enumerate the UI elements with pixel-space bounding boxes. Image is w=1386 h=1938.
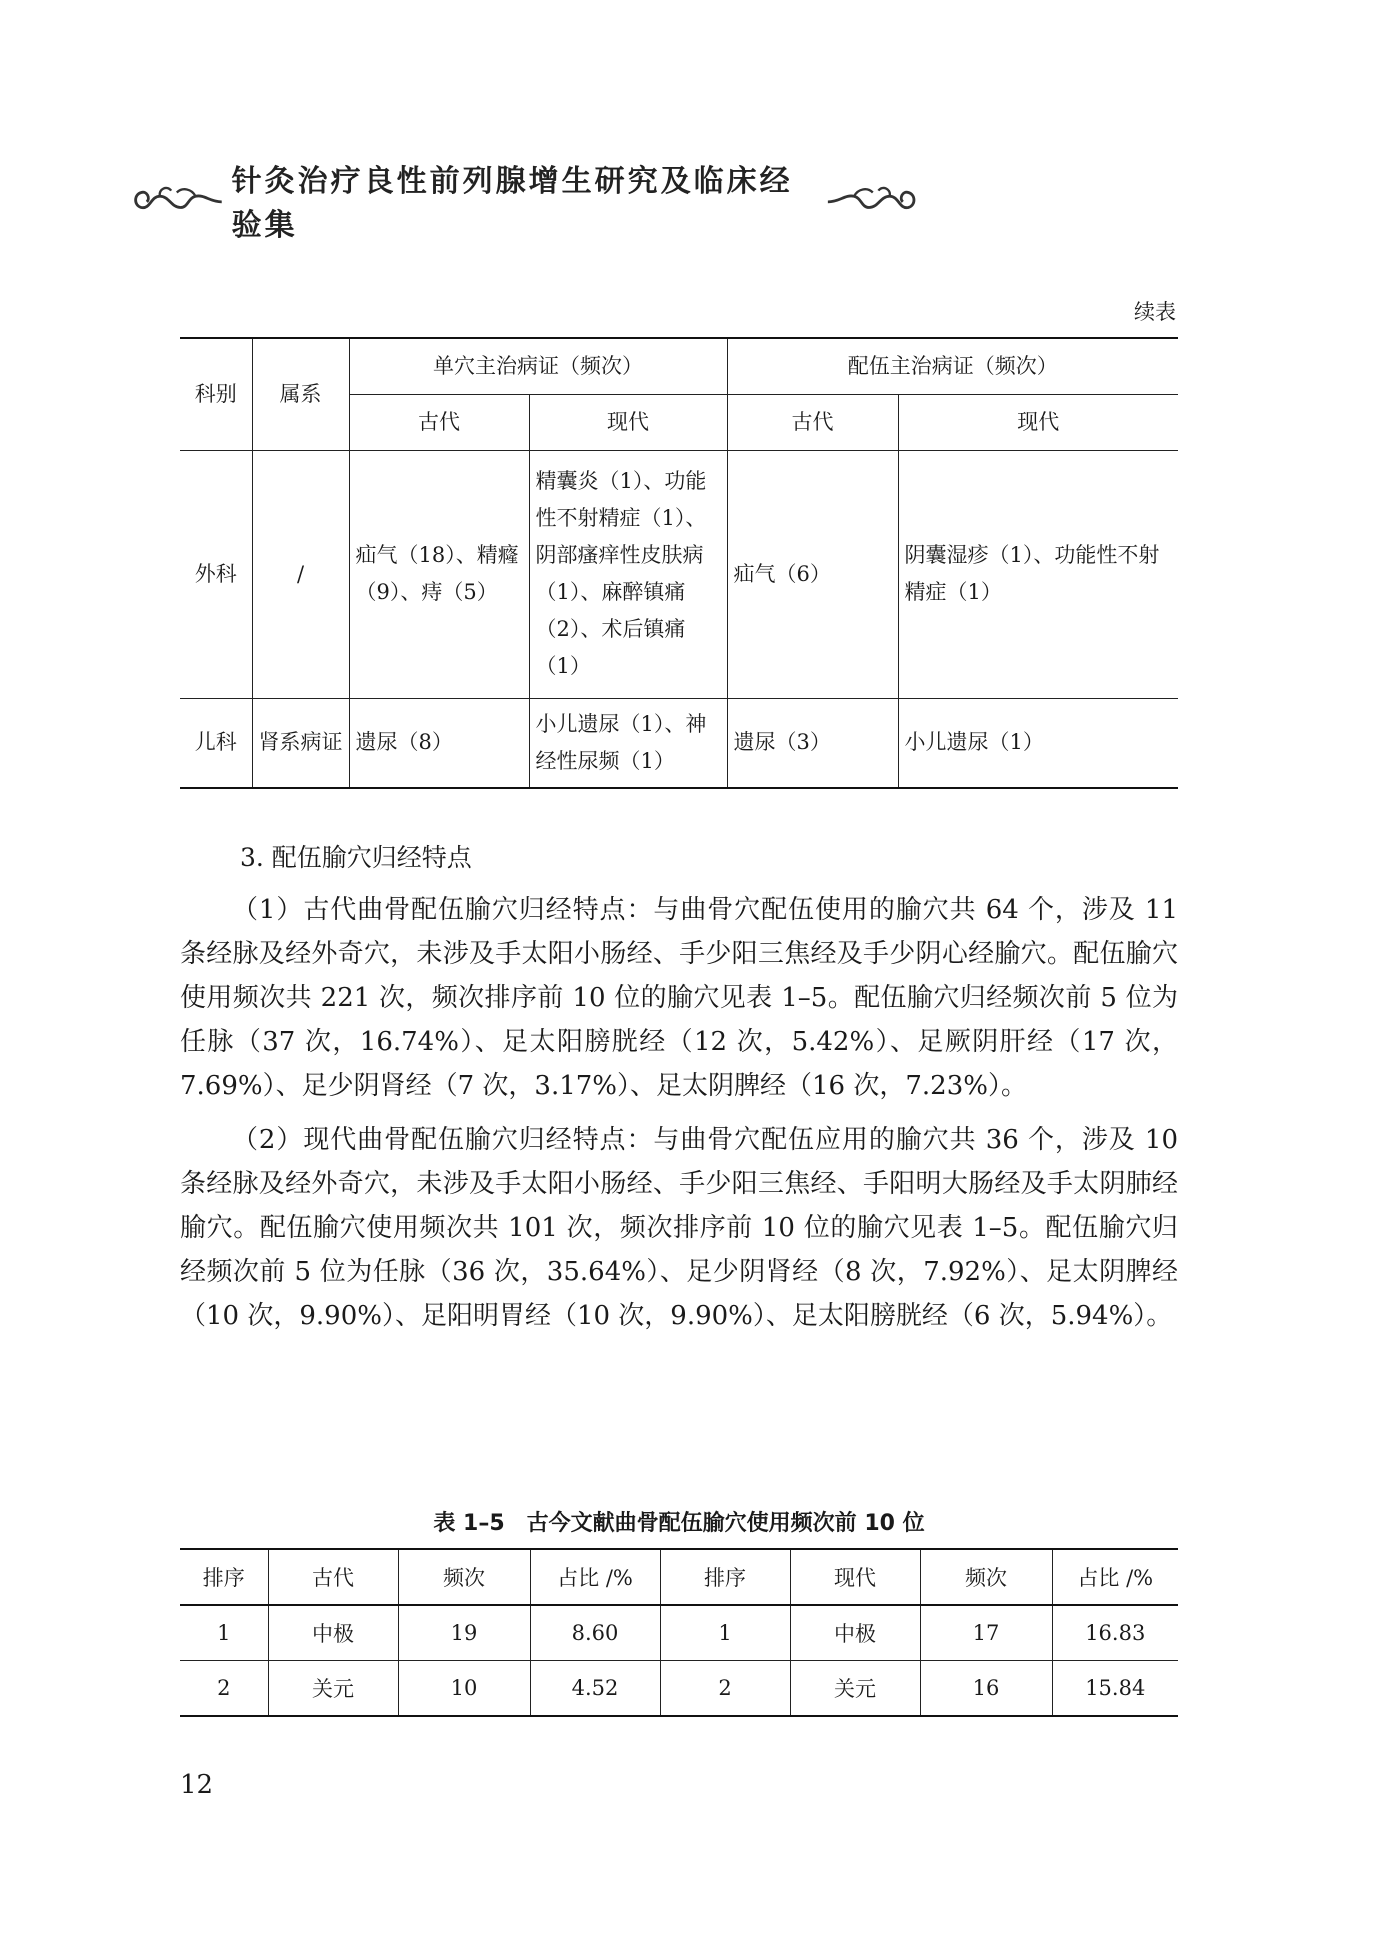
cell-rank: 1 xyxy=(660,1605,790,1661)
cell-system: / xyxy=(252,450,349,698)
paragraph-modern: （2）现代曲骨配伍腧穴归经特点：与曲骨穴配伍应用的腧穴共 36 个，涉及 10 条经脉及经外奇穴，未涉及手太阳小肠经、手少阳三焦经、手阳明大肠经及手太阴肺经腧穴。配伍腧穴使用频次共 101 次，频次排序前 10 位的腧穴见表 1–5。配伍腧穴归经频次前 5 位为任脉（36 次，35.64%）、足少阴肾经（8 次，7.92%）、足太阴脾经（10 次，9.90%）、足阳明胃经（10 次，9.90%）、足太阳膀胱经（6 次，5.94%）。 xyxy=(180,1125,1178,1331)
cell-combo-ancient: 疝气（6） xyxy=(727,450,898,698)
table-row xyxy=(180,1661,1178,1717)
page-number: 12 xyxy=(180,1770,214,1800)
section-heading: 3. 配伍腧穴归经特点 xyxy=(240,843,472,872)
cell-combo-modern: 小儿遗尿（1） xyxy=(898,698,1178,788)
header-modern: 现代 xyxy=(790,1549,920,1605)
cell-rank: 2 xyxy=(660,1661,790,1717)
table-row xyxy=(180,1605,1178,1661)
cell-freq: 16 xyxy=(920,1661,1052,1717)
header-combo: 配伍主治病证（频次） xyxy=(727,338,1178,394)
cell-freq: 17 xyxy=(920,1605,1052,1661)
continued-table xyxy=(180,337,1178,789)
header-title: 针灸治疗良性前列腺增生研究及临床经验集 xyxy=(231,164,793,243)
cell-rank: 1 xyxy=(180,1605,268,1661)
cell-ratio: 8.60 xyxy=(530,1605,660,1661)
running-header xyxy=(130,164,920,243)
continued-table-label: 续表 xyxy=(1134,300,1176,324)
body-text xyxy=(180,888,1178,1338)
header-single: 单穴主治病证（频次） xyxy=(349,338,727,394)
header-freq-modern: 频次 xyxy=(920,1549,1052,1605)
header-system: 属系 xyxy=(252,338,349,450)
table-row xyxy=(180,698,1178,788)
cell-ratio: 4.52 xyxy=(530,1661,660,1717)
cloud-ornament-left-icon xyxy=(130,180,224,220)
header-ancient: 古代 xyxy=(268,1549,398,1605)
table-caption: 表 1–5 古今文献曲骨配伍腧穴使用频次前 10 位 xyxy=(433,1511,925,1536)
header-combo-ancient: 古代 xyxy=(727,394,898,450)
header-rank-modern: 排序 xyxy=(660,1549,790,1605)
header-single-ancient: 古代 xyxy=(349,394,529,450)
cell-single-modern: 小儿遗尿（1）、神经性尿频（1） xyxy=(529,698,727,788)
rank-table xyxy=(180,1548,1178,1717)
cell-single-modern: 精囊炎（1）、功能性不射精症（1）、阴部瘙痒性皮肤病（1）、麻醉镇痛（2）、术后镇痛（1） xyxy=(529,450,727,698)
cell-point: 关元 xyxy=(790,1661,920,1717)
table-row xyxy=(180,450,1178,698)
paragraph-ancient: （1）古代曲骨配伍腧穴归经特点：与曲骨穴配伍使用的腧穴共 64 个，涉及 11 条经脉及经外奇穴，未涉及手太阳小肠经、手少阳三焦经及手少阴心经腧穴。配伍腧穴使用频次共 221 次，频次排序前 10 位的腧穴见表 1–5。配伍腧穴归经频次前 5 位为任脉（37 次，16.74%）、足太阳膀胱经（12 次，5.42%）、足厥阴肝经（17 次，7.69%）、足少阴肾经（7 次，3.17%）、足太阴脾经（16 次，7.23%）。 xyxy=(180,895,1178,1101)
cell-rank: 2 xyxy=(180,1661,268,1717)
cell-combo-modern: 阴囊湿疹（1）、功能性不射精症（1） xyxy=(898,450,1178,698)
cell-single-ancient: 遗尿（8） xyxy=(349,698,529,788)
cell-department: 儿科 xyxy=(180,698,252,788)
header-department: 科别 xyxy=(180,338,252,450)
header-freq-ancient: 频次 xyxy=(398,1549,530,1605)
cell-point: 关元 xyxy=(268,1661,398,1717)
cell-department: 外科 xyxy=(180,450,252,698)
cell-point: 中极 xyxy=(268,1605,398,1661)
cell-point: 中极 xyxy=(790,1605,920,1661)
header-single-modern: 现代 xyxy=(529,394,727,450)
header-ratio-modern: 占比 /% xyxy=(1052,1549,1178,1605)
header-combo-modern: 现代 xyxy=(898,394,1178,450)
cell-freq: 19 xyxy=(398,1605,530,1661)
cell-ratio: 16.83 xyxy=(1052,1605,1178,1661)
header-ratio-ancient: 占比 /% xyxy=(530,1549,660,1605)
header-rank-ancient: 排序 xyxy=(180,1549,268,1605)
cloud-ornament-right-icon xyxy=(826,180,920,220)
cell-system: 肾系病证 xyxy=(252,698,349,788)
cell-combo-ancient: 遗尿（3） xyxy=(727,698,898,788)
cell-freq: 10 xyxy=(398,1661,530,1717)
cell-ratio: 15.84 xyxy=(1052,1661,1178,1717)
cell-single-ancient: 疝气（18）、精癃（9）、痔（5） xyxy=(349,450,529,698)
